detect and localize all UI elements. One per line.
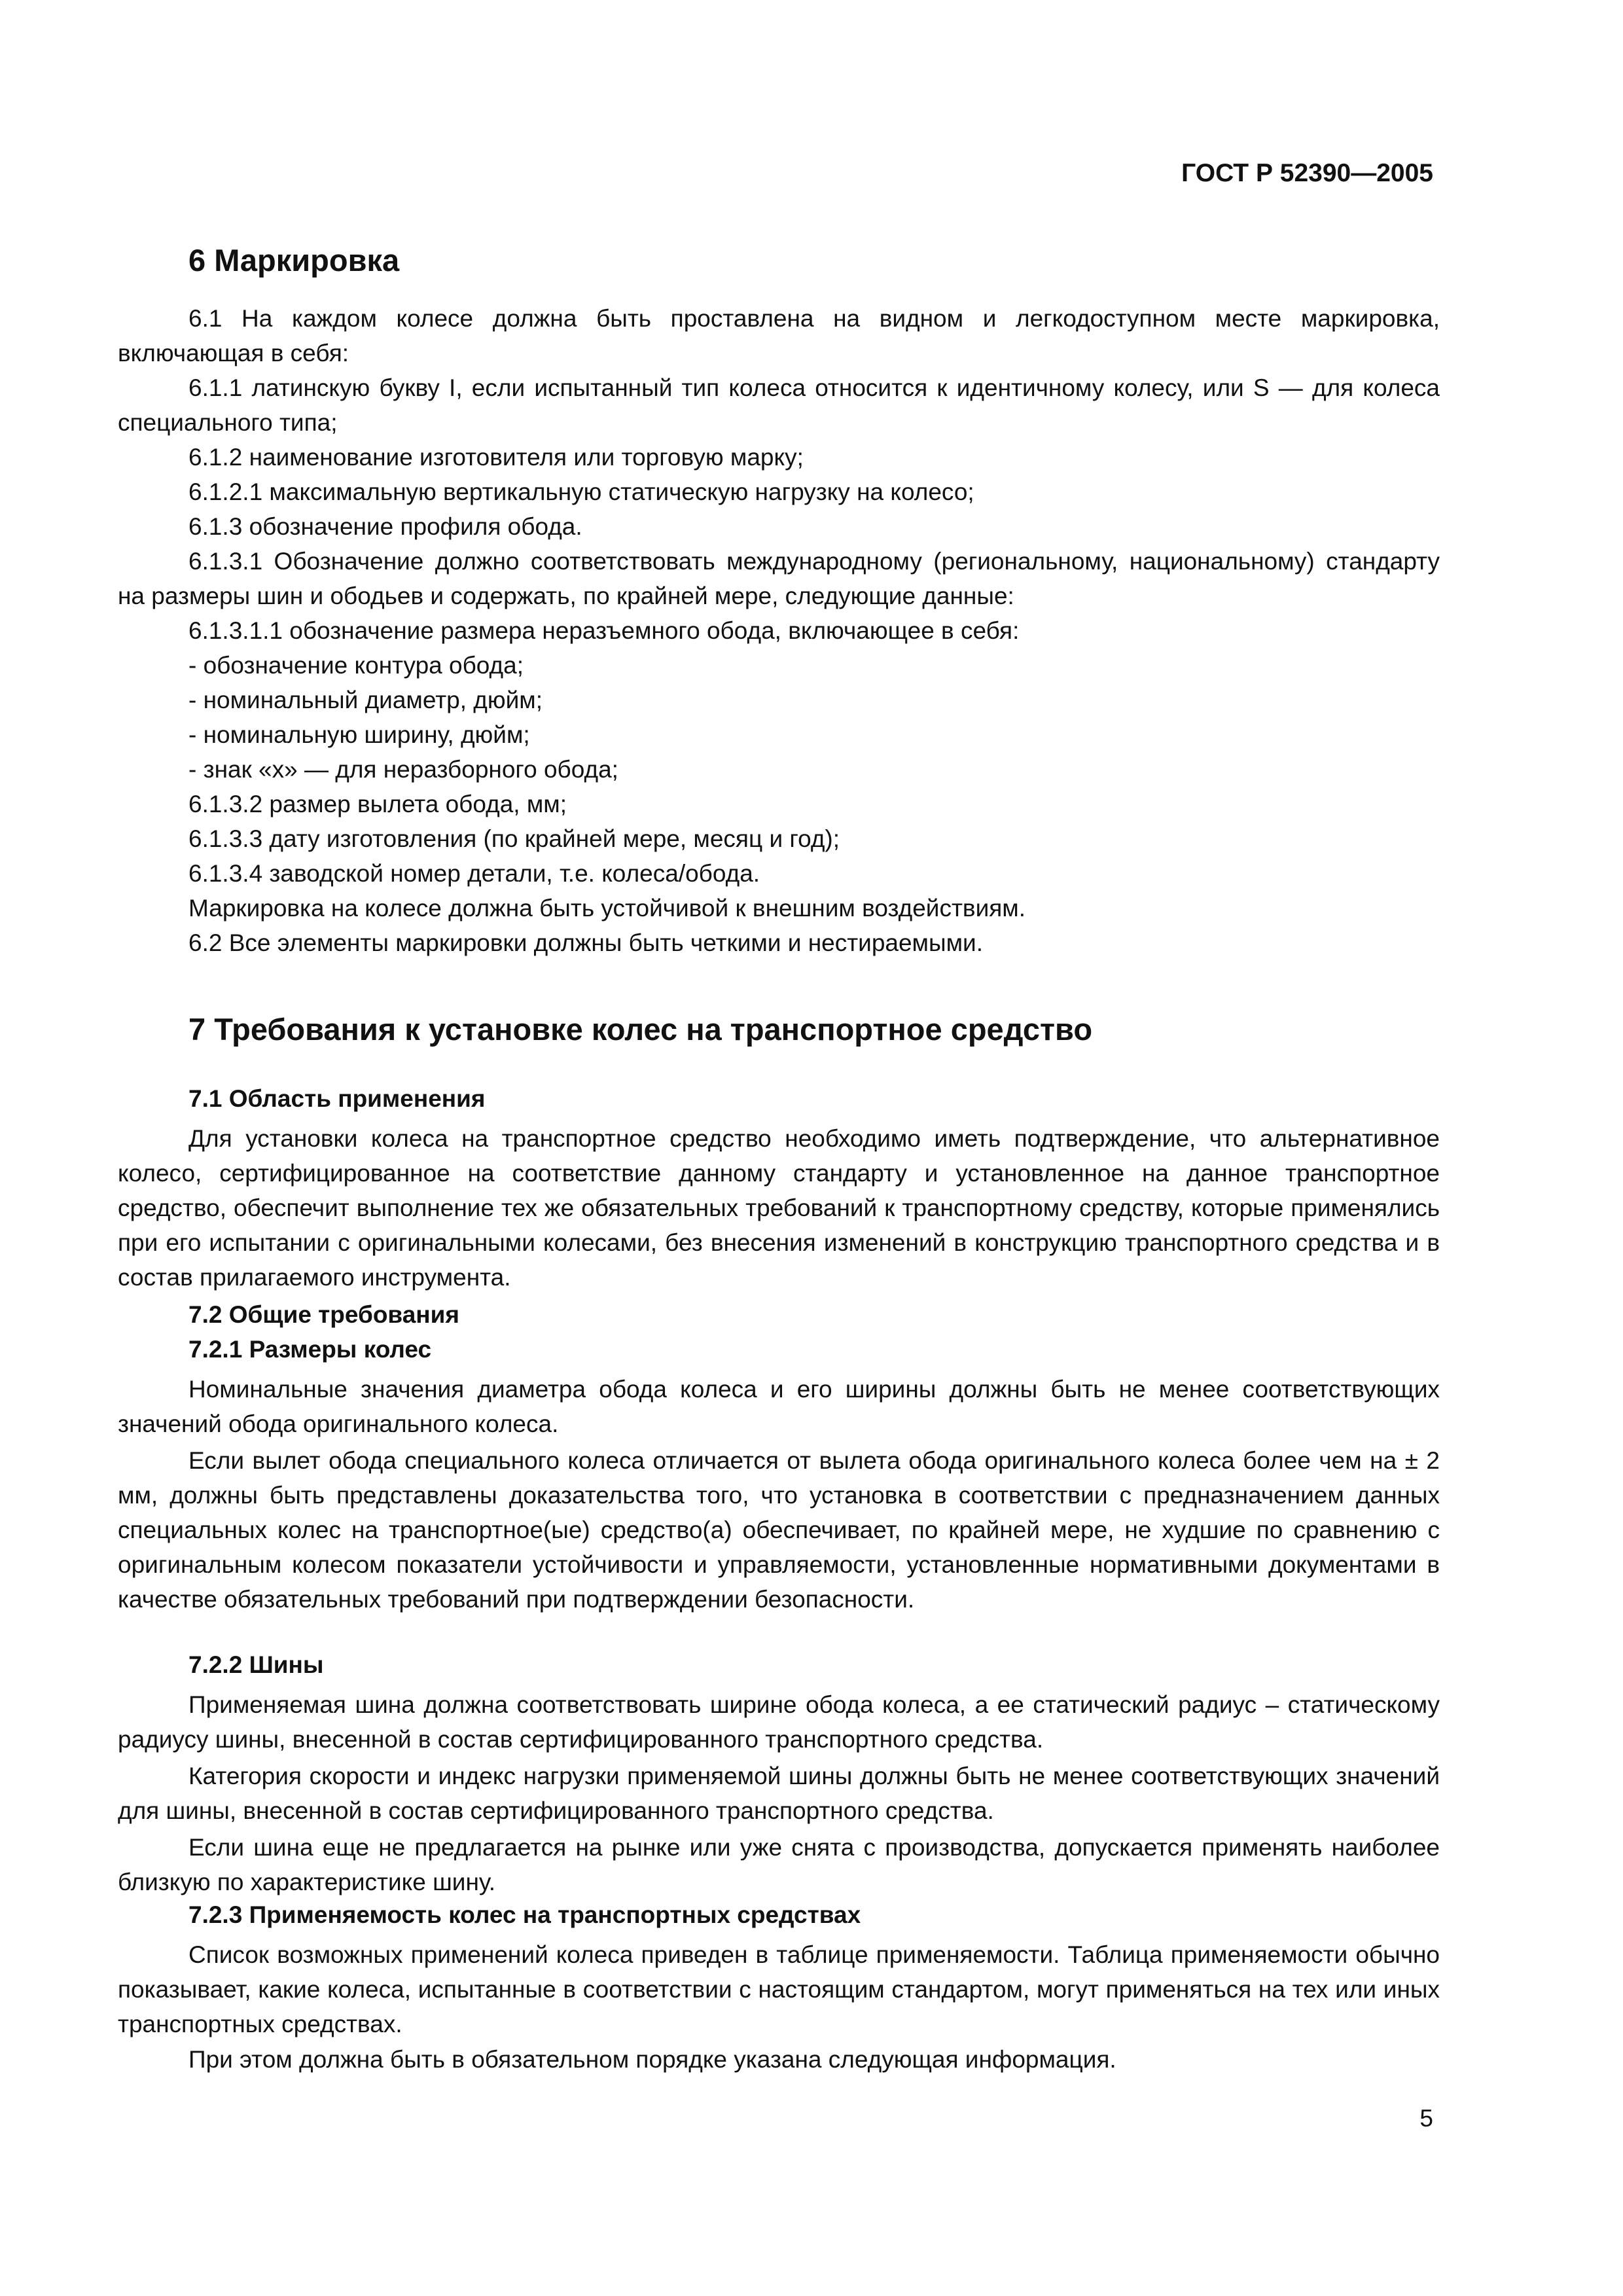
list-item-rim-contour: - обозначение контура обода; — [188, 652, 524, 679]
paragraph-6-1-3-3: 6.1.3.3 дату изготовления (по крайней мере, месяц и год); — [188, 825, 840, 852]
paragraph-6-1-2-1: 6.1.2.1 максимальную вертикальную статическую нагрузку на колесо; — [188, 478, 974, 505]
subsection-7-2-2-title: 7.2.2 Шины — [188, 1651, 324, 1678]
subsection-7-1-title: 7.1 Область применения — [188, 1085, 486, 1112]
paragraph-6-1-3-1-1: 6.1.3.1.1 обозначение размера неразъемного обода, включающее в себя: — [188, 617, 1020, 644]
list-item-x-sign: - знак «х» — для неразборного обода; — [188, 756, 618, 783]
paragraph-7-1: Для установки колеса на транспортное средство необходимо иметь подтверждение, что альтернативное колесо, сертифицированное на соответствие данному стандарту и установленное на данное транспортное средство, обеспечит выполнение тех же обязательных требований к транспортному средству, которые применялись при его испытании с оригинальными колесами, без внесения изменений в конструкцию транспортного средства и в состав прилагаемого инструмента. — [118, 1125, 1440, 1291]
paragraph-7-2-2-b: Категория скорости и индекс нагрузки применяемой шины должны быть не менее соответствующих значений для шины, внесенной в состав сертифицированного транспортного средства. — [118, 1763, 1440, 1824]
paragraph-7-2-2-c: Если шина еще не предлагается на рынке или уже снята с производства, допускается применять наиболее близкую по характеристике шину. — [118, 1834, 1440, 1895]
paragraph-marking-durability: Маркировка на колесе должна быть устойчивой к внешним воздействиям. — [188, 895, 1026, 922]
standard-number: ГОСТ Р 52390—2005 — [1181, 159, 1433, 187]
subsection-7-2-3-title: 7.2.3 Применяемость колес на транспортных средствах — [188, 1901, 861, 1928]
list-item-nominal-width: - номинальную ширину, дюйм; — [188, 721, 530, 748]
paragraph-7-2-1-a: Номинальные значения диаметра обода колеса и его ширины должны быть не менее соответствующих значений обода оригинального колеса. — [118, 1376, 1440, 1437]
paragraph-6-2: 6.2 Все элементы маркировки должны быть четкими и нестираемыми. — [188, 929, 983, 956]
paragraph-6-1-3-1: 6.1.3.1 Обозначение должно соответствовать международному (региональному, национальному) стандарту на размеры шин и ободьев и содержать, по крайней мере, следующие данные: — [118, 548, 1440, 609]
paragraph-6-1-3-4: 6.1.3.4 заводской номер детали, т.е. колеса/обода. — [188, 860, 760, 887]
paragraph-7-2-3-a: Список возможных применений колеса приведен в таблице применяемости. Таблица применяемости обычно показывает, какие колеса, испытанные в соответствии с настоящим стандартом, могут применяться на тех или иных транспортных средствах. — [118, 1941, 1440, 2037]
section-6-title: 6 Маркировка — [188, 243, 400, 278]
subsection-7-2-title: 7.2 Общие требования — [188, 1301, 459, 1328]
paragraph-7-2-2-a: Применяемая шина должна соответствовать ширине обода колеса, а ее статический радиус – статическому радиусу шины, внесенной в состав сертифицированного транспортного средства. — [118, 1691, 1440, 1753]
paragraph-6-1: 6.1 На каждом колесе должна быть проставлена на видном и легкодоступном месте маркировка, включающая в себя: — [118, 305, 1440, 367]
list-item-nominal-diameter: - номинальный диаметр, дюйм; — [188, 687, 543, 713]
subsection-7-2-1-title: 7.2.1 Размеры колес — [188, 1336, 432, 1363]
paragraph-7-2-3-b: При этом должна быть в обязательном порядке указана следующая информация. — [188, 2046, 1116, 2073]
paragraph-7-2-1-b: Если вылет обода специального колеса отличается от вылета обода оригинального колеса более чем на ± 2 мм, должны быть представлены доказательства того, что установка в соответствии с предназначением данных специальных колес на транспортное(ые) средство(а) обеспечивает, по крайней мере, не худшие по сравнению с оригинальным колесом показатели устойчивости и управляемости, установленные нормативными документами в качестве обязательных требований при подтверждении безопасности. — [118, 1447, 1440, 1613]
page-number: 5 — [1419, 2105, 1433, 2132]
paragraph-6-1-1: 6.1.1 латинскую букву I, если испытанный тип колеса относится к идентичному колесу, или S — для колеса специального типа; — [118, 374, 1440, 436]
paragraph-6-1-3-2: 6.1.3.2 размер вылета обода, мм; — [188, 791, 567, 817]
section-7-title: 7 Требования к установке колес на транспортное средство — [188, 1012, 1093, 1047]
paragraph-6-1-3: 6.1.3 обозначение профиля обода. — [188, 513, 582, 540]
paragraph-6-1-2: 6.1.2 наименование изготовителя или торговую марку; — [188, 444, 804, 471]
